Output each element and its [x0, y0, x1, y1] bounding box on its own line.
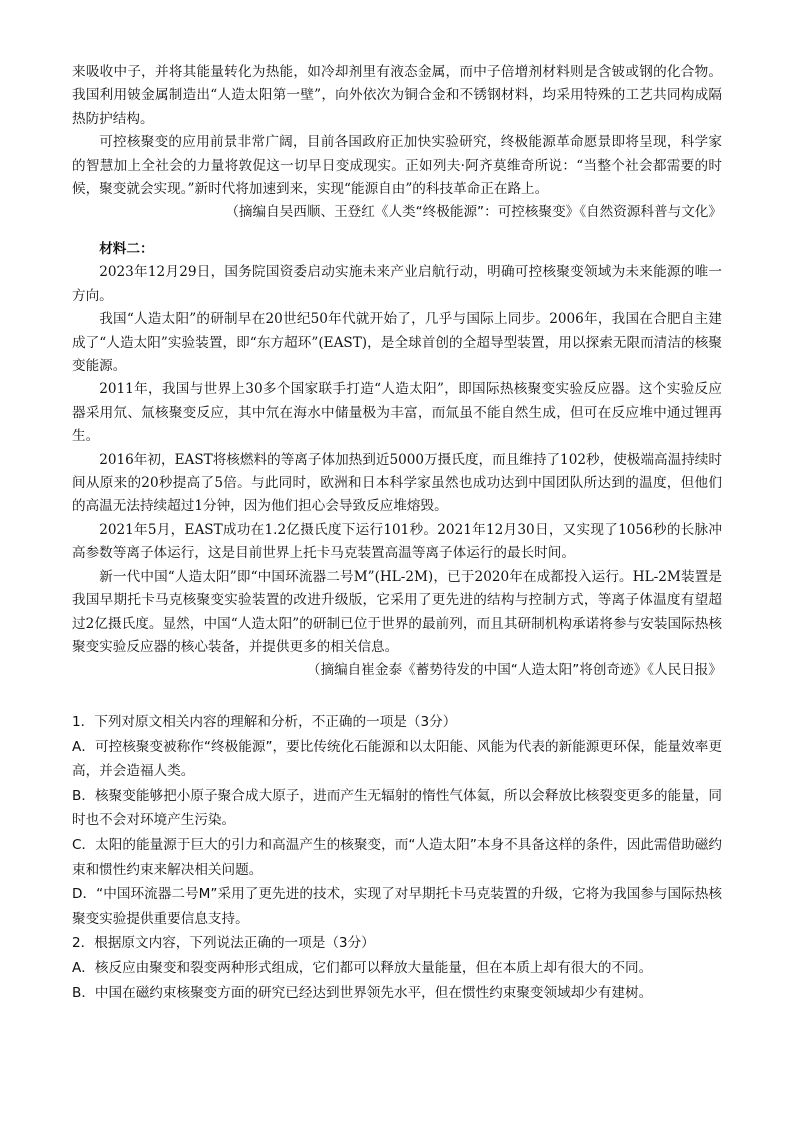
material1-tail — [72, 61, 722, 225]
question-2-stem: 2．根据原文内容，下列说法正确的一项是（3分） — [72, 935, 375, 952]
question-1-option-c: C．太阳的能量源于巨大的引力和高温产生的核聚变，而“人造太阳”本身不具备这样的条件，因此需借助磁约束和惯性约束来解决相关问题。 — [72, 836, 722, 878]
material2-source: （摘编自崔金泰《蓄势待发的中国“人造太阳”将创奇迹》《人民日报》 — [306, 662, 722, 679]
material2-paragraph-5: 2021年5月，EAST成功在1.2亿摄氏度下运行101秒。2021年12月30日，又实现了1056秒的长脉冲高参数等离子体运行，这是目前世界上托卡马克装置高温等离子体运行的最长时间。 — [72, 521, 722, 562]
questions — [72, 710, 722, 1005]
material2-paragraph-1: 2023年12月29日，国务院国资委启动实施未来产业启航行动，明确可控核聚变领域为未来能源的唯一方向。 — [72, 264, 722, 304]
material2-heading: 材料二： — [99, 241, 154, 257]
material2-paragraph-3: 2011年，我国与世界上30多个国家联手打造“人造太阳”，即国际热核聚变实验反应器。这个实验反应器采用氘、氚核聚变反应，其中氘在海水中储量极为丰富，而氚虽不能自然生成，但可在反应堆中通过锂再生。 — [72, 381, 722, 445]
material2-paragraph-6: 新一代中国“人造太阳”即“中国环流器二号M”(HL-2M)，已于2020年在成都投入运行。HL-2M装置是我国早期托卡马克核聚变实验装置的改进升级版，它采用了更先进的结构与控制方式，等离子体温度有望超过2亿摄氏度。显然，中国“人造太阳”的研制已位于世界的最前列，而且其研制机构承诺将参与安装国际热核聚变实验反应器的核心装备，并提供更多的相关信息。 — [72, 568, 722, 655]
material2-paragraph-4: 2016年初，EAST将核燃料的等离子体加热到近5000万摄氏度，而且维持了102秒，使极端高温持续时间从原来的20秒提高了5倍。与此同时，欧洲和日本科学家虽然也成功达到中国团队所达到的温度，但他们的高温无法持续超过1分钟，因为他们担心会导致反应堆熔毁。 — [72, 451, 722, 515]
material2-paragraph-2: 我国“人造太阳”的研制早在20世纪50年代就开始了，几乎与国际上同步。2006年，我国在合肥自主建成了“人造太阳”实验装置，即“东方超环”(EAST)，是全球首创的全超导型装置，用以探索无限而清洁的核聚变能源。 — [72, 311, 722, 375]
question-1-stem: 1．下列对原文相关内容的理解和分析，不正确的一项是（3分） — [72, 714, 457, 730]
material1-paragraph-2: 可控核聚变的应用前景非常广阔，目前各国政府正加快实验研究，终极能源革命愿景即将呈现，科学家的智慧加上全社会的力量将敦促这一切早日变成现实。正如列夫·阿齐莫维奇所说：“当整个社会都需要的时候，聚变就会实现。”新时代将加速到来，实现“能源自由”的科技革命正在路上。 — [72, 134, 722, 198]
material1-source: （摘编自吴西顺、王登红《人类“终极能源”：可控核聚变》《自然资源科普与文化》 — [225, 204, 722, 221]
question-1-option-b: B．核聚变能够把小原子聚合成大原子，进而产生无辐射的惰性气体氦，所以会释放比核裂变更多的能量，同时也不会对环境产生污染。 — [72, 787, 722, 829]
question-1-option-d: D．“中国环流器二号M”采用了更先进的技术，实现了对早期托卡马克装置的升级，它将为我国参与国际热核聚变实验提供重要信息支持。 — [72, 886, 722, 927]
material1-paragraph-1: 来吸收中子，并将其能量转化为热能，如冷却剂里有液态金属，而中子倍增剂材料则是含铍或钢的化合物。我国利用铍金属制造出“人造太阳第一壁”，向外依次为铜合金和不锈钢材料，均采用特殊的工艺共同构成隔热防护结构。 — [72, 64, 722, 127]
question-2-option-a: A．核反应由聚变和裂变两种形式组成，它们都可以释放大量能量，但在本质上却有很大的不同。 — [72, 959, 653, 976]
question-2-option-b: B．中国在磁约束核聚变方面的研究已经达到世界领先水平，但在惯性约束聚变领域却少有建树。 — [72, 984, 653, 1001]
material2 — [72, 238, 722, 683]
question-1-option-a: A．可控核聚变被称作“终极能源”，要比传统化石能源和以太阳能、风能为代表的新能源更环保，能量效率更高，并会造福人类。 — [72, 738, 722, 780]
